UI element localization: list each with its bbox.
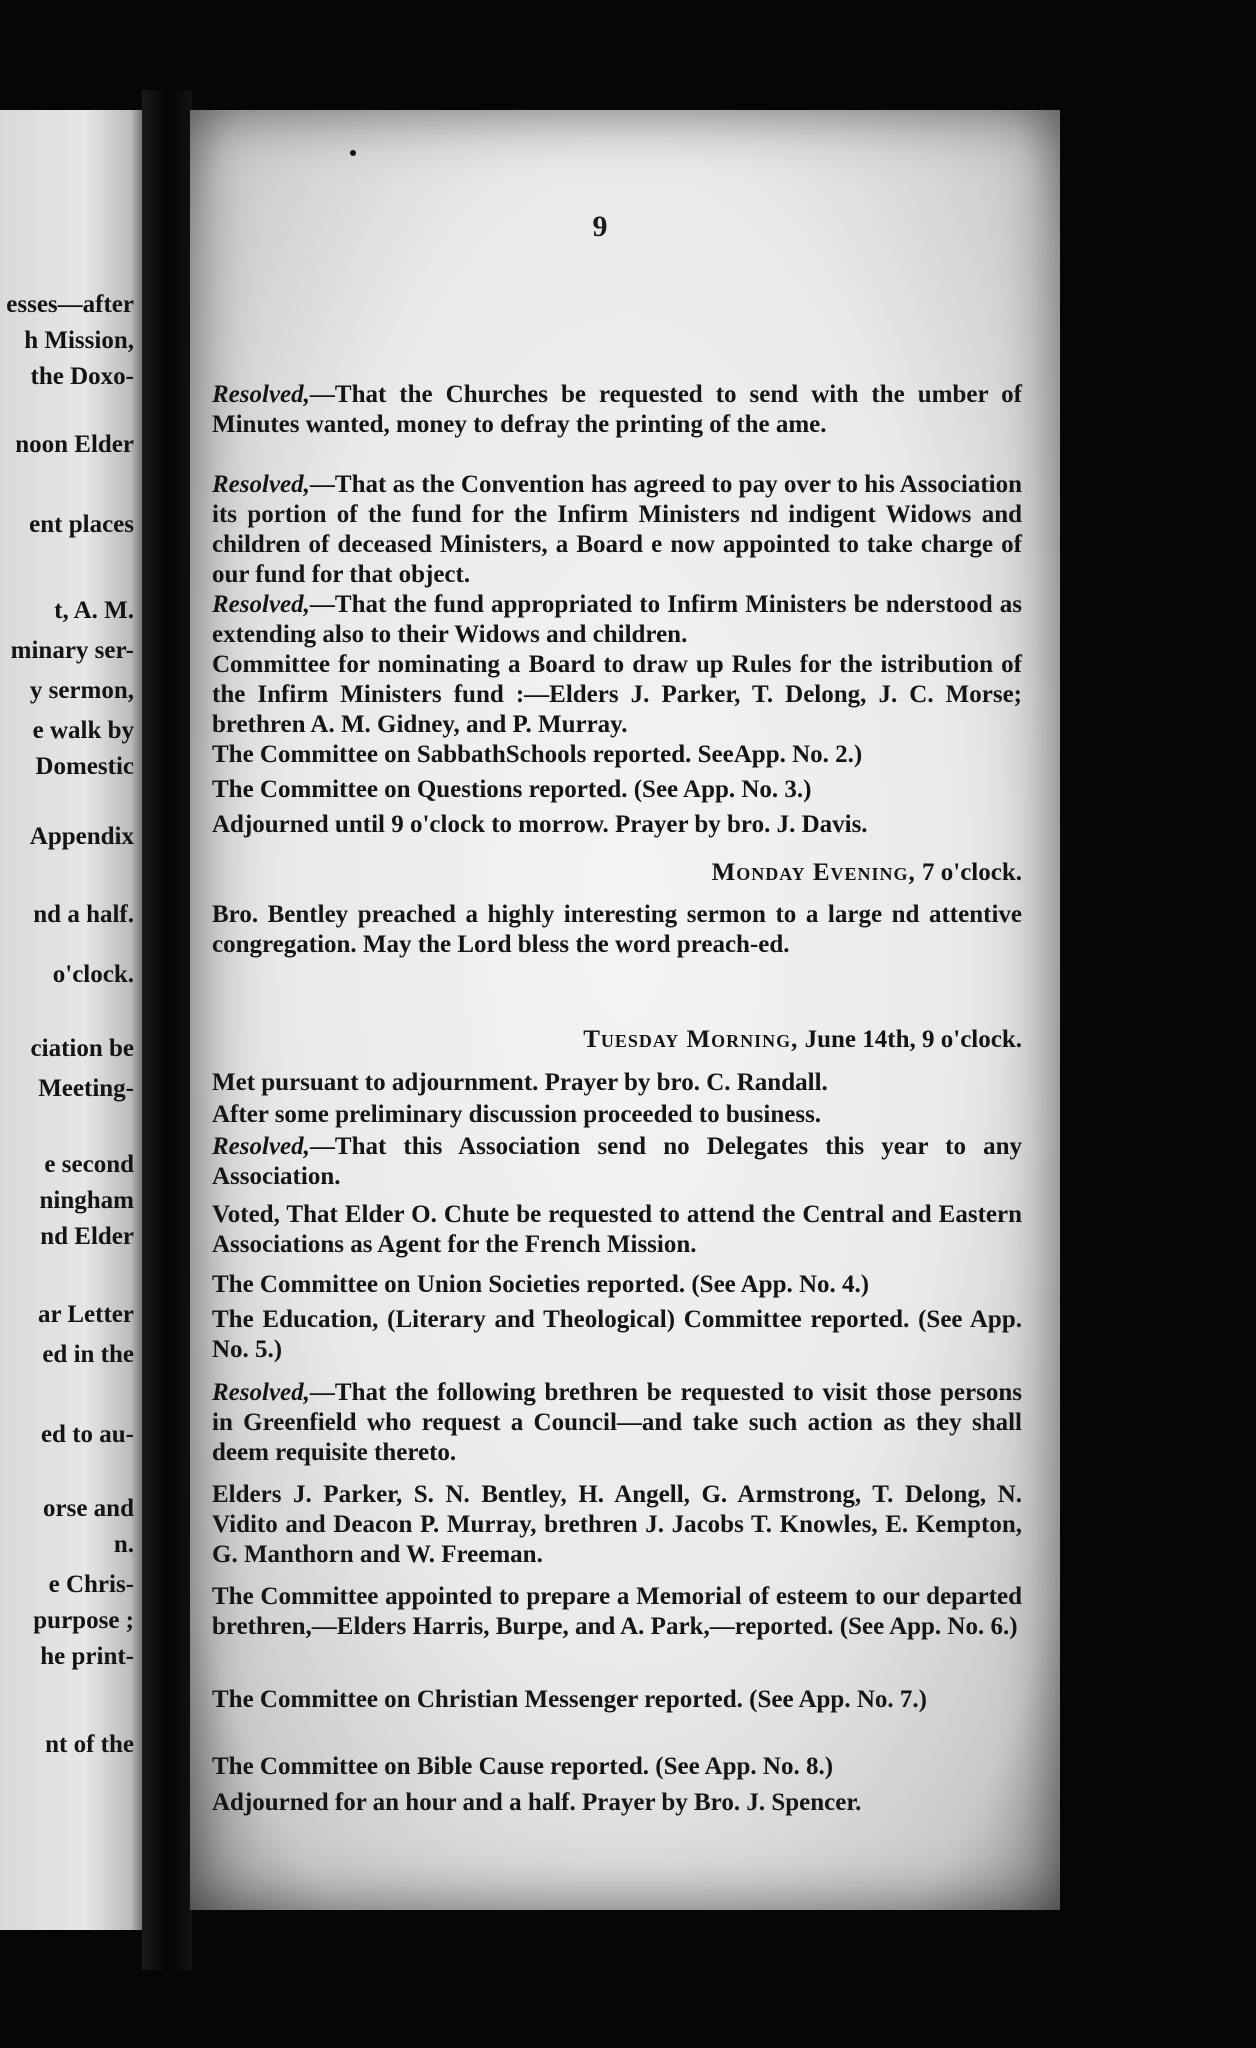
left-page-fragment: y sermon, — [29, 677, 134, 704]
adjournment-line: Adjourned until 9 o'clock to morrow. Prayer by bro. J. Davis. — [212, 811, 868, 838]
left-page-fragment: t, A. M. — [54, 597, 134, 624]
session-heading — [212, 858, 1022, 888]
previous-page-edge — [0, 110, 142, 1930]
adjournment-line: Adjourned for an hour and a half. Prayer by Bro. J. Spencer. — [212, 1789, 862, 1816]
left-page-fragment: ed in the — [42, 1341, 134, 1368]
left-page-fragment: noon Elder — [15, 431, 134, 458]
left-page-fragment: nt of the — [45, 1731, 134, 1758]
report-line: The Committee on Bible Cause reported. (See App. No. 8.) — [212, 1753, 834, 1780]
minutes-line: Met pursuant to adjournment. Prayer by bro. C. Randall. — [212, 1069, 828, 1096]
left-page-fragment: ar Letter — [37, 1301, 134, 1328]
left-page-fragment: e walk by — [32, 717, 134, 744]
sermon-paragraph: Bro. Bentley preached a highly interesting sermon to a large nd attentive congregation. May the Lord bless the word preach-ed. — [212, 901, 1022, 958]
resolution-paragraph — [212, 1132, 1022, 1192]
left-page-fragment: ed to au- — [40, 1421, 134, 1448]
resolved-lead: Resolved, — [212, 591, 310, 618]
ink-speck — [350, 150, 356, 156]
resolved-lead: Resolved, — [212, 1379, 310, 1406]
left-page-fragment: esses—after — [6, 291, 134, 318]
left-page-fragment: orse and — [43, 1495, 134, 1522]
memorial-paragraph: The Committee appointed to prepare a Memorial of esteem to our departed brethren,—Elders Harris, Burpe, and A. Park,—reported. (See App. No. 6.) — [212, 1583, 1022, 1640]
left-page-fragment: ent places — [29, 511, 134, 538]
vote-paragraph: Voted, That Elder O. Chute be requested to attend the Central and Eastern Associations as Agent for the French Mission. — [212, 1201, 1022, 1258]
resolution-paragraph — [212, 470, 1022, 590]
session-heading — [212, 1025, 1022, 1055]
left-page-fragment: nd a half. — [33, 901, 134, 928]
page-number: 9 — [592, 210, 608, 243]
left-page-fragment: n. — [113, 1531, 134, 1558]
resolution-paragraph — [212, 380, 1022, 440]
resolution-paragraph — [212, 590, 1022, 650]
left-page-fragment: ciation be — [30, 1035, 134, 1062]
resolution-paragraph — [212, 1378, 1022, 1468]
session-heading-caps: Monday Evening, — [711, 859, 916, 886]
resolved-lead: Resolved, — [212, 381, 310, 408]
committee-paragraph: Committee for nominating a Board to draw up Rules for the istribution of the Infirm Ministers fund :—Elders J. Parker, T. Delong, J. C. Morse; brethren A. M. Gidney, and P. Murray. — [212, 651, 1022, 738]
left-page-fragment: e second — [44, 1151, 134, 1178]
resolved-lead: Resolved, — [212, 1133, 310, 1160]
left-page-fragment: Domestic — [35, 753, 134, 780]
session-heading-caps: Tuesday Morning, — [583, 1026, 799, 1053]
paragraph-text: —That as the Convention has agreed to pay over to his Association its portion of the fund for the Infirm Ministers nd indigent Widows and children of deceased Ministers, a Board e now appointed to take charge of our fund for that object. — [212, 471, 1022, 588]
left-page-fragment: the Doxo- — [30, 363, 134, 390]
report-line: The Committee on Questions reported. (See App. No. 3.) — [212, 776, 812, 803]
left-page-fragment: he print- — [40, 1643, 134, 1670]
minutes-line: After some preliminary discussion proceeded to business. — [212, 1101, 822, 1128]
paragraph-text: —That this Association send no Delegates this year to any Association. — [212, 1133, 1022, 1190]
report-paragraph: The Education, (Literary and Theological) Committee reported. (See App. No. 5.) — [212, 1306, 1022, 1363]
resolved-lead: Resolved, — [212, 471, 310, 498]
left-page-fragment: minary ser- — [10, 637, 134, 664]
session-heading-time: 7 o'clock. — [915, 859, 1022, 886]
document-page — [190, 110, 1060, 1910]
session-heading-time: June 14th, 9 o'clock. — [798, 1026, 1022, 1053]
left-page-fragment: h Mission, — [24, 327, 134, 354]
paragraph-text: —That the fund appropriated to Infirm Ministers be nderstood as extending also to their Widows and children. — [212, 591, 1022, 648]
paragraph-text: —That the following brethren be requested to visit those persons in Greenfield who request a Council—and take such action as they shall deem requisite thereto. — [212, 1379, 1022, 1466]
paragraph-text: —That the Churches be requested to send with the umber of Minutes wanted, money to defray the printing of the ame. — [212, 381, 1022, 438]
left-page-fragment: nd Elder — [40, 1223, 134, 1250]
report-line: The Committee on Union Societies reported. (See App. No. 4.) — [212, 1271, 870, 1298]
report-paragraph: The Committee on Christian Messenger reported. (See App. No. 7.) — [212, 1686, 927, 1713]
left-page-fragment: Appendix — [29, 823, 134, 850]
left-page-fragment: ningham — [39, 1187, 134, 1214]
report-line: The Committee on SabbathSchools reported. SeeApp. No. 2.) — [212, 741, 863, 768]
left-page-fragment: o'clock. — [52, 961, 134, 988]
left-page-fragment: purpose ; — [33, 1607, 134, 1634]
names-paragraph: Elders J. Parker, S. N. Bentley, H. Angell, G. Armstrong, T. Delong, N. Vidito and Deacon P. Murray, brethren J. Jacobs T. Knowles, E. Kempton, G. Manthorn and W. Freeman. — [212, 1481, 1022, 1568]
left-page-fragment: Meeting- — [38, 1075, 134, 1102]
left-page-fragment: e Chris- — [48, 1571, 134, 1598]
book-gutter — [142, 90, 192, 1970]
